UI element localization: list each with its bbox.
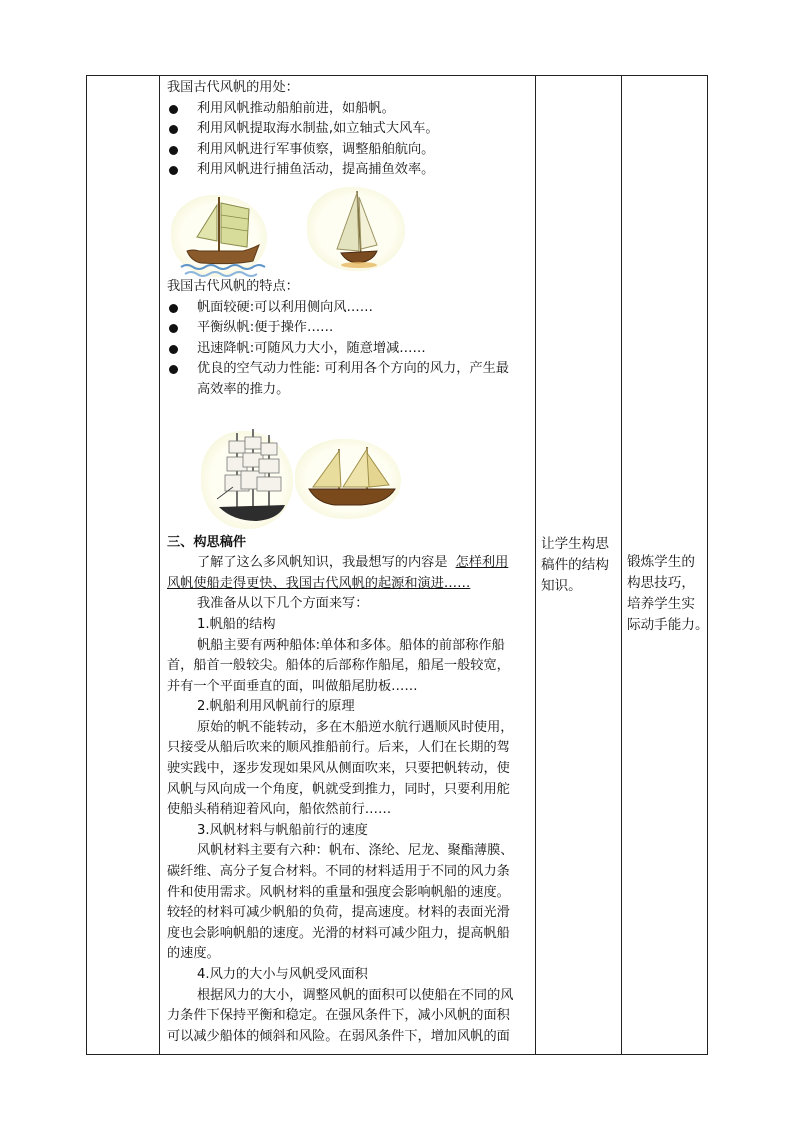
paragraph-line: 原始的帆不能转动，多在木船逆水航行遇顺风时使用， [197, 719, 514, 735]
bullet-icon [169, 304, 178, 313]
sailboat-images-row-2 [167, 427, 617, 533]
list-item: 利用风帆进行捕鱼活动，提高捕鱼效率。 [167, 160, 617, 181]
lesson-table [86, 75, 708, 1055]
uses-title: 我国古代风帆的用处： [167, 80, 299, 95]
subsection-title: 3.风帆材料与帆船前行的速度 [197, 822, 368, 838]
list-item-continuation: 高效率的推力。 [197, 381, 290, 397]
cell-line: 构思技巧， [627, 575, 695, 591]
paragraph-line: 风帆与风向成一个角度，帆就受到推力，同时，只要利用舵 [167, 781, 510, 797]
column-divider [159, 76, 160, 1054]
purpose-cell [627, 552, 709, 636]
paragraph-line: 可以减少船体的倾斜和风险。在弱风条件下，增加风帆的面 [167, 1028, 510, 1044]
paragraph-line: 只接受从船后吹来的顺风推船前行。后来，人们在长期的驾 [167, 740, 510, 756]
bullet-icon [169, 365, 178, 374]
paragraph-line: 风帆材料主要有六种：帆布、涤纶、尼龙、聚酯薄膜、 [197, 843, 514, 859]
paragraph-line: 较轻的材料可减少帆船的负荷，提高速度。材料的表面光滑 [167, 905, 510, 921]
cell-line: 培养学生实 [627, 596, 695, 612]
list-item: 利用风帆进行军事侦察，调整船舶航向。 [167, 140, 617, 161]
junk-boat-icon [305, 443, 397, 513]
paragraph-line: 首，船首一般较尖。船体的后部称作船尾，船尾一般较宽， [167, 658, 510, 674]
bullet-icon [169, 105, 178, 114]
list-item: 利用风帆提取海水制盐,如立轴式大风车。 [167, 119, 617, 140]
paragraph-line: 了解了这么多风帆知识，我最想写的内容是 怎样利用 [197, 555, 509, 571]
subsection-title: 2.帆船利用风帆前行的原理 [197, 699, 355, 715]
subsection-title: 1.帆船的结构 [197, 616, 276, 632]
paragraph-line: 帆船主要有两种船体:单体和多体。船体的前部称作船 [197, 637, 505, 653]
bullet-icon [169, 345, 178, 354]
paragraph-line: 我准备从以下几个方面来写： [197, 596, 369, 612]
sailboat-images-row-1 [167, 181, 617, 277]
paragraph-line: 使船头稍稍迎着风向，船依然前行…… [167, 802, 392, 818]
list-item: 优良的空气动力性能: 可利用各个方向的风力，产生最 [167, 359, 617, 380]
tall-ship-icon [213, 427, 289, 531]
bullet-icon [169, 324, 178, 333]
paragraph-line: 驶实践中，逐步发现如果风从侧面吹来，只要把帆转动，使 [167, 761, 510, 777]
cell-line: 锻炼学生的 [627, 554, 695, 570]
features-title: 我国古代风帆的特点： [167, 278, 299, 294]
paragraph-line: 力条件下保持平衡和稳定。在强风条件下，减小风帆的面积 [167, 1008, 510, 1024]
list-item: 迅速降帆:可随风力大小，随意增减…… [167, 339, 617, 360]
paragraph-line: 风帆使船走得更快、我国古代风帆的起源和演进…… [167, 575, 471, 591]
list-item: 帆面较硬:可以利用侧向风…… [167, 298, 617, 319]
sailboat-icon [319, 187, 399, 273]
cell-line: 稿件的结构 [541, 557, 609, 573]
column-divider [621, 76, 622, 1054]
list-item: 利用风帆推动船舶前进，如船帆。 [167, 99, 617, 120]
section-heading: 三、构思稿件 [167, 534, 247, 550]
cell-line: 知识。 [541, 578, 582, 594]
bullet-icon [169, 166, 178, 175]
bullet-icon [169, 146, 178, 155]
subsection-title: 4.风力的大小与风帆受风面积 [197, 967, 368, 982]
cell-line: 际动手能力。 [627, 617, 709, 633]
paragraph-line: 件和使用需求。风帆材料的重量和强度会影响帆船的速度。 [167, 884, 510, 900]
design-intent-cell [541, 534, 617, 597]
cell-line: 让学生构思 [541, 536, 609, 552]
paragraph-line: 的速度。 [167, 946, 220, 962]
paragraph-line: 根据风力的大小，调整风帆的面积可以使船在不同的风 [197, 987, 514, 1003]
paragraph-line: 碳纤维、高分子复合材料。不同的材料适用于不同的风力条 [167, 864, 510, 880]
list-item: 平衡纵帆:便于操作…… [167, 318, 617, 339]
paragraph-line: 度也会影响帆船的速度。光滑的材料可减少阻力，提高帆船 [167, 925, 510, 941]
paragraph-line: 并有一个平面垂直的面，叫做船尾肋板…… [167, 678, 418, 694]
viking-boat-icon [175, 191, 267, 279]
bullet-icon [169, 125, 178, 134]
